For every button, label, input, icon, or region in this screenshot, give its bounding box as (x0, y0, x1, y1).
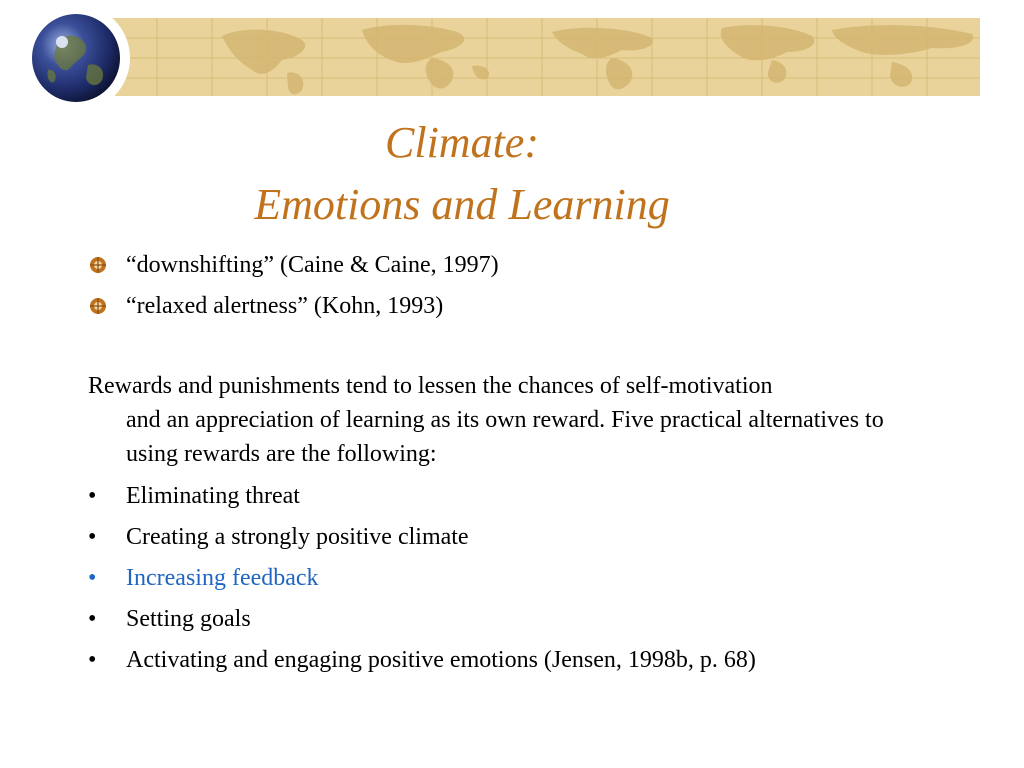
top-bullet-list (88, 248, 968, 330)
paragraph-first-line: Rewards and punishments tend to lessen the chances of self-motivation (88, 373, 773, 399)
header-banner (112, 18, 980, 96)
title-line-1: Climate: (385, 118, 539, 167)
top-bullet-text: “relaxed alertness” (Kohn, 1993) (126, 293, 444, 319)
bullet-dot: • (88, 606, 97, 632)
bullet-dot: • (88, 483, 97, 509)
body-paragraph (88, 369, 938, 471)
list-item-text: Increasing feedback (126, 565, 319, 591)
bullet-dot: • (88, 565, 97, 591)
paragraph-continuation: and an appreciation of learning as its own reward. Five practical alternatives to using rewards are the following: (126, 407, 884, 467)
list-item (88, 601, 968, 642)
alternatives-list (88, 478, 968, 683)
list-item-text: Setting goals (126, 606, 251, 632)
slide-title (0, 112, 924, 236)
diamond-bullet-icon (88, 255, 108, 275)
bullet-dot: • (88, 647, 97, 673)
bullet-dot: • (88, 524, 97, 550)
title-line-2: Emotions and Learning (254, 180, 670, 229)
diamond-bullet-icon (88, 296, 108, 316)
top-bullet-text: “downshifting” (Caine & Caine, 1997) (126, 252, 499, 278)
world-map-graphic (112, 18, 980, 96)
list-item (88, 519, 968, 560)
list-item-highlighted (88, 560, 968, 601)
list-item-text: Creating a strongly positive climate (126, 524, 469, 550)
globe-icon (28, 10, 124, 106)
top-bullet-item (88, 248, 968, 289)
top-bullet-item (88, 289, 968, 330)
list-item (88, 642, 968, 683)
list-item-text: Activating and engaging positive emotions (Jensen, 1998b, p. 68) (126, 647, 756, 673)
list-item (88, 478, 968, 519)
list-item-text: Eliminating threat (126, 483, 300, 509)
